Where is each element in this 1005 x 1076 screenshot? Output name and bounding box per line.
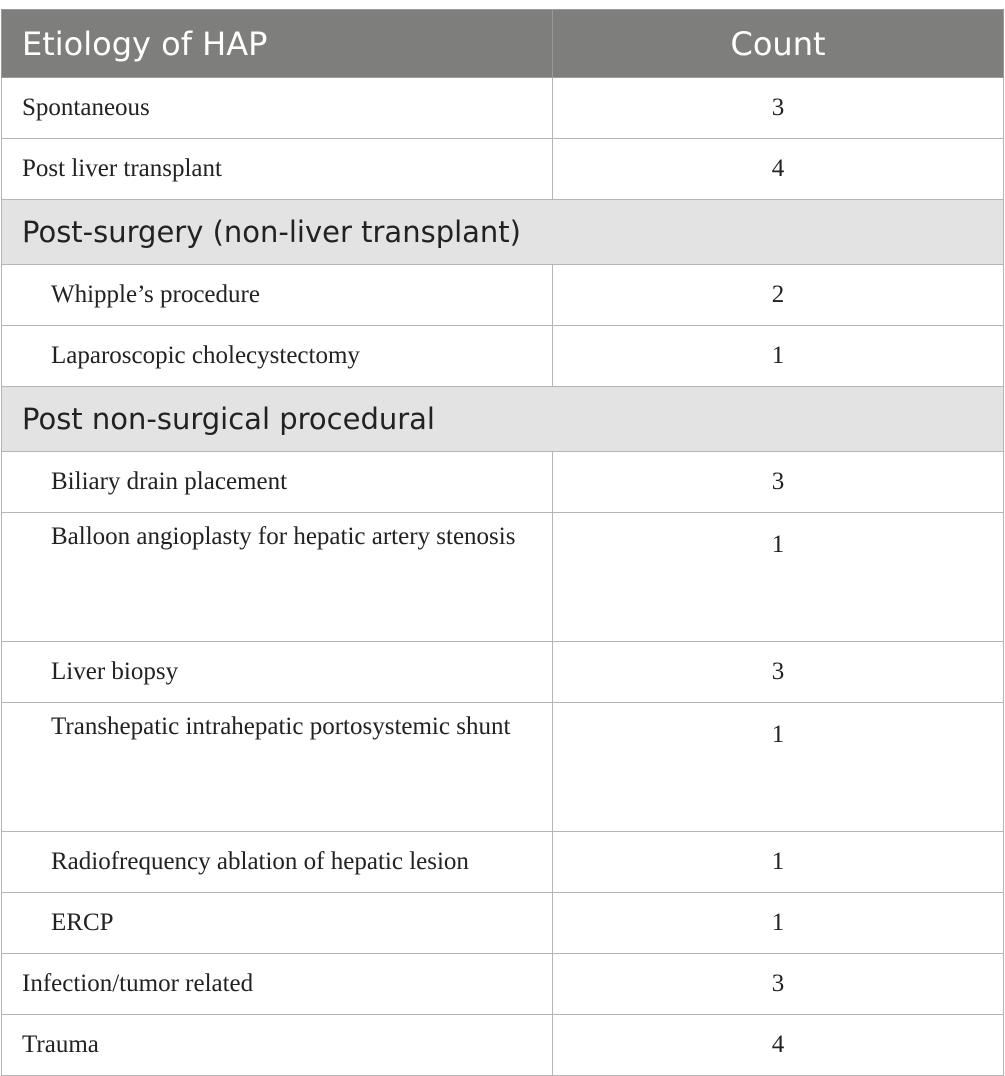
group-label: Post non-surgical procedural [2,387,1004,452]
row-label: Whipple’s procedure [2,265,553,326]
header-count: Count [553,10,1004,78]
row-label: ERCP [2,893,553,954]
table-row [2,513,1004,642]
row-count: 1 [553,893,1004,954]
table-body [2,78,1004,1076]
row-label: Liver biopsy [2,642,553,703]
row-count: 3 [553,954,1004,1015]
row-label: Post liver transplant [2,139,553,200]
table-row [2,703,1004,832]
header-etiology: Etiology of HAP [2,10,553,78]
row-label: Infection/tumor related [2,954,553,1015]
row-count: 1 [553,832,1004,893]
row-label: Spontaneous [2,78,553,139]
row-count: 4 [553,139,1004,200]
row-count: 3 [553,78,1004,139]
row-count: 3 [553,642,1004,703]
table-row [2,265,1004,326]
group-row [2,387,1004,452]
row-label [2,513,553,642]
row-count: 2 [553,265,1004,326]
table-row [2,642,1004,703]
table-row [2,139,1004,200]
table-header [2,10,1004,78]
table-row [2,1015,1004,1076]
row-label: Laparoscopic cholecystectomy [2,326,553,387]
row-count: 4 [553,1015,1004,1076]
group-row [2,200,1004,265]
table-row [2,78,1004,139]
row-label: Trauma [2,1015,553,1076]
row-count: 1 [553,326,1004,387]
row-label [2,703,553,832]
header-row [2,10,1004,78]
row-count: 1 [553,513,1004,642]
row-label: Biliary drain placement [2,452,553,513]
etiology-table [1,9,1004,1076]
group-label: Post-surgery (non-liver transplant) [2,200,1004,265]
table-row [2,452,1004,513]
row-label: Radiofrequency ablation of hepatic lesion [2,832,553,893]
row-count: 1 [553,703,1004,832]
row-label-text: Balloon angioplasty for hepatic artery stenosis [51,523,516,550]
table-row [2,326,1004,387]
row-label-text: Transhepatic intrahepatic portosystemic shunt [51,713,511,740]
row-count: 3 [553,452,1004,513]
table-row [2,832,1004,893]
table-row [2,893,1004,954]
table-row [2,954,1004,1015]
